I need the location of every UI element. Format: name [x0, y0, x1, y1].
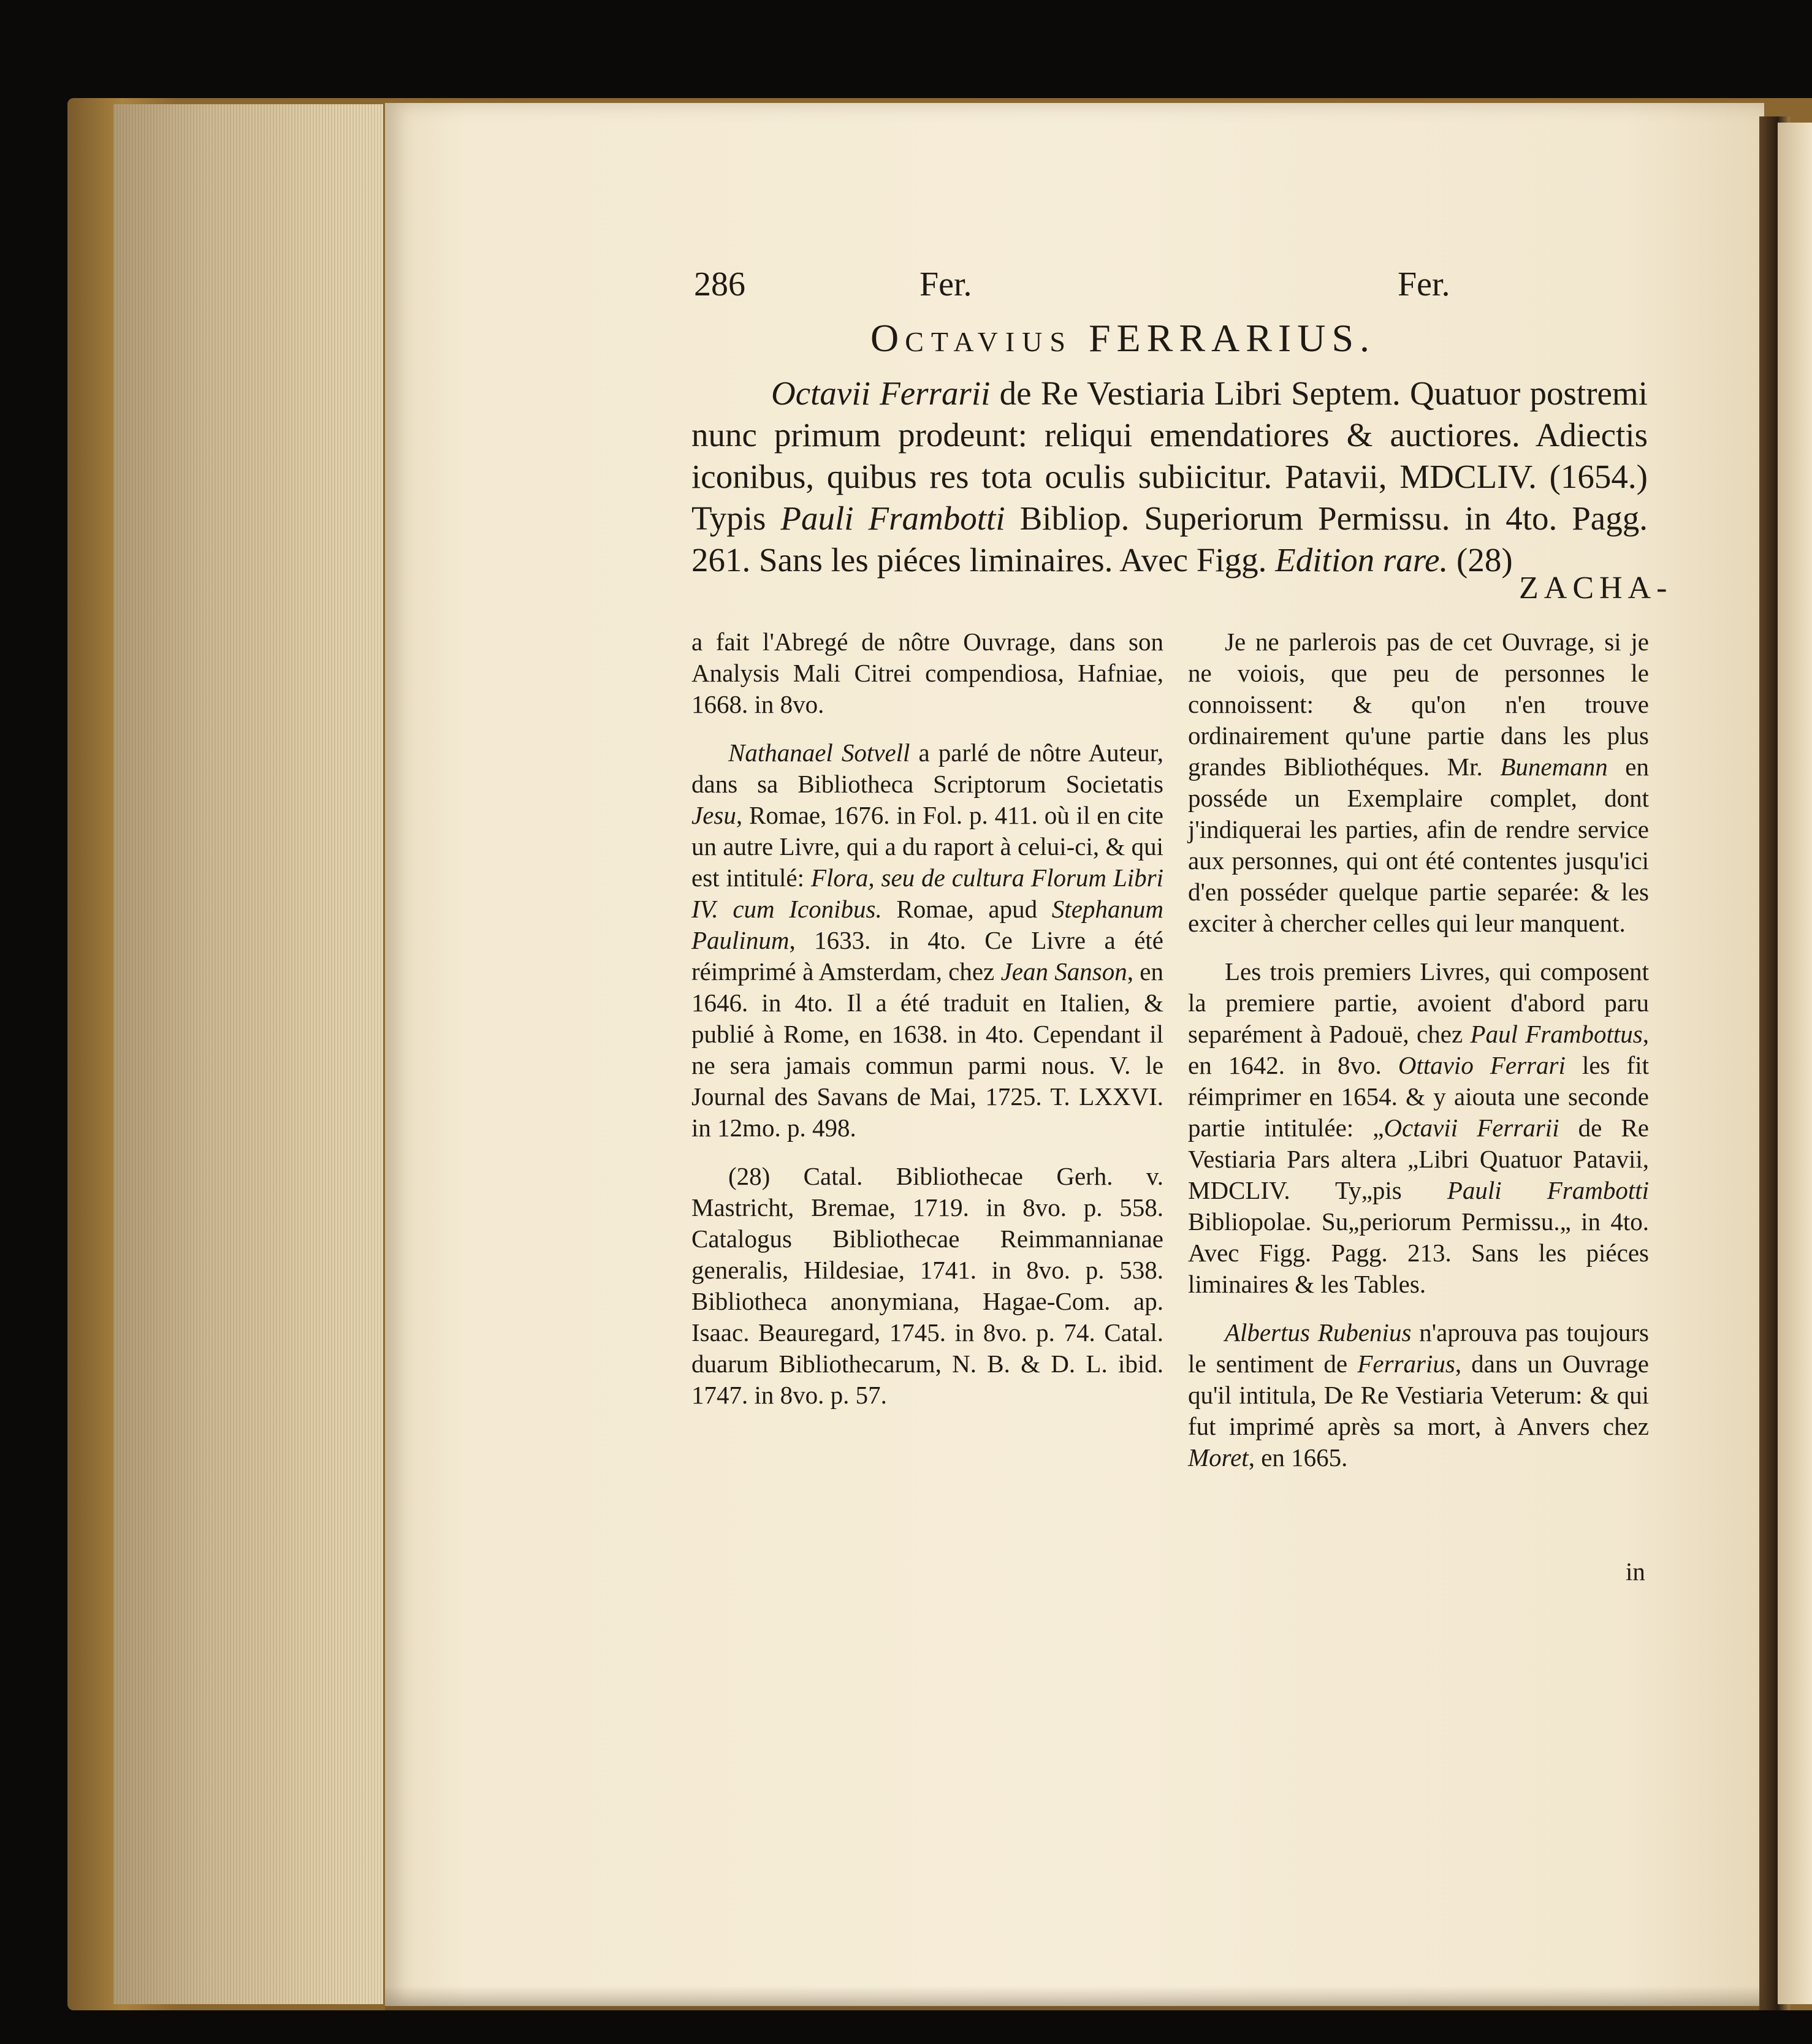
bibliographic-entry [691, 373, 1648, 581]
text: , Romae, 1676. in Fol. p. 411. où il en cite un autre Livre, qui a du raport à celui-ci, & qui est intitulé: [691, 801, 1163, 892]
italic-name: Ferrarius [1357, 1350, 1455, 1378]
italic-name: Jean Sanson [1000, 957, 1127, 986]
text: , dans un Ouvrage qu'il intitula, De Re Vestiaria Veterum: & qui fut imprimé après sa mort, à Anvers chez [1188, 1350, 1650, 1440]
catchword: ZACHA- [1519, 571, 1673, 606]
paragraph [1188, 1317, 1649, 1473]
italic-name: Jesu [691, 801, 736, 829]
italic-name: Nathanael Sotvell [728, 739, 910, 767]
author-italic: Octavii Ferrarii [771, 374, 991, 412]
text: les fit réimprimer en 1654. & y aiouta une seconde partie intitulée: „ [1188, 1051, 1649, 1142]
page-shadow [385, 1986, 1764, 2010]
paragraph [1188, 956, 1649, 1300]
footnote-paragraph: (28) Catal. Bibliothecae Gerh. v. Mastricht, Bremae, 1719. in 8vo. p. 558. Catalogus Bibliothecae Reimmannianae generalis, Hildesiae, 1741. in 8vo. p. 538. Bibliotheca anonymiana, Hagae-Com. ap. Isaac. Beauregard, 1745. in 8vo. p. 74. Catal. duarum Bibliothecarum, N. B. & D. L. ibid. 1747. in 8vo. p. 57. [691, 1162, 1163, 1409]
text: , 1633. in 4to. Ce Livre a été réimprimé à Amsterdam, chez [691, 926, 1163, 986]
italic-name: Bunemann [1500, 753, 1608, 781]
paragraph [691, 737, 1163, 1144]
title-surname: FERRARIUS. [1088, 316, 1376, 360]
text: en posséde un Exemplaire complet, dont j'indiquerai les parties, afin de rendre service aux personnes, qui ont été contentes jusqu'ici d'en posséder quelque partie separée: & les exciter à chercher celles qui leur manquent. [1188, 753, 1649, 937]
text: , en 1665. [1248, 1443, 1348, 1472]
italic-name: Paul Frambottus [1470, 1020, 1643, 1048]
italic-name: Ottavio Ferrari [1398, 1051, 1566, 1079]
italic-name: Albertus Rubenius [1225, 1318, 1412, 1347]
text: Je ne parlerois pas de cet Ouvrage, si je ne voiois, que peu de personnes le connoissent: & qu'on n'en trouve ordinairement qu'une partie dans les plus grandes Bibliothéques. Mr. [1188, 628, 1649, 781]
text: Romae, apud [881, 895, 1052, 923]
paragraph: a fait l'Abregé de nôtre Ouvrage, dans son Analysis Mali Citrei compendiosa, Hafniae, 1668. in 8vo. [691, 628, 1163, 718]
italic-name: Stephanum Paulinum [691, 895, 1163, 954]
text: , en 1646. in 4to. Il a été traduit en Italien, & publié à Rome, en 1638. in 4to. Cependant il ne sera jamais commun parmi nous. V. le Journal des Savans de Mai, 1725. T. LXXVI. in 12mo. p. 498. [691, 957, 1163, 1142]
entry-title [870, 316, 1376, 361]
footer-catchword: in [1626, 1557, 1645, 1586]
page-block-edges [113, 104, 383, 2004]
text: Bibliopolae. Su„periorum Permissu.„ in 4to. Avec Figg. Pagg. 213. Sans les piéces liminaires & les Tables. [1188, 1207, 1649, 1298]
left-column [691, 626, 1163, 1428]
italic-name: Moret [1188, 1443, 1249, 1472]
text: , en 1642. in 8vo. [1188, 1020, 1649, 1079]
entry-text: de Re Vestiaria Libri Septem. Quatuor postremi nunc primum prodeunt: reliqui emendatiores & auctiores. Adiectis iconibus, quibus res tota oculis subiicitur. Patavii, MDCLIV. (1654.) Typis [691, 374, 1648, 537]
italic-name: Pauli Frambotti [1447, 1176, 1650, 1204]
text: a parlé de nôtre Auteur, dans sa Bibliotheca Scriptorum Societatis [691, 739, 1163, 798]
entry-text: Bibliop. Superiorum Permissu. in 4to. Pagg. 261. Sans les piéces liminaires. Avec Figg. [691, 500, 1648, 579]
italic-name: Octavii Ferrarii [1384, 1114, 1559, 1142]
facing-page-edge [1778, 123, 1812, 2004]
page-number: 286 [694, 265, 745, 303]
footnote-ref: (28) [1448, 541, 1513, 579]
paragraph [1188, 626, 1649, 939]
entry-body [691, 373, 1648, 581]
running-head-right: Fer. [1398, 265, 1450, 303]
running-head-left: Fer. [919, 265, 972, 303]
title-initial: O [870, 316, 905, 360]
title-small-caps: CTAVIUS [905, 326, 1073, 357]
text: de Re Vestiaria Pars altera „Libri Quatuor Patavii, MDCLIV. Ty„pis [1188, 1114, 1649, 1204]
italic-title: Flora, seu de cultura Florum Libri IV. cum Iconibus. [691, 864, 1164, 923]
text: n'aprouva pas toujours le sentiment de [1188, 1318, 1649, 1378]
text: Les trois premiers Livres, qui composent la premiere partie, avoient d'abord paru separément à Padouë, chez [1188, 957, 1649, 1048]
right-column [1188, 626, 1649, 1491]
printer-italic: Pauli Frambotti [780, 500, 1005, 537]
rarity-note: Edition rare. [1275, 541, 1448, 579]
